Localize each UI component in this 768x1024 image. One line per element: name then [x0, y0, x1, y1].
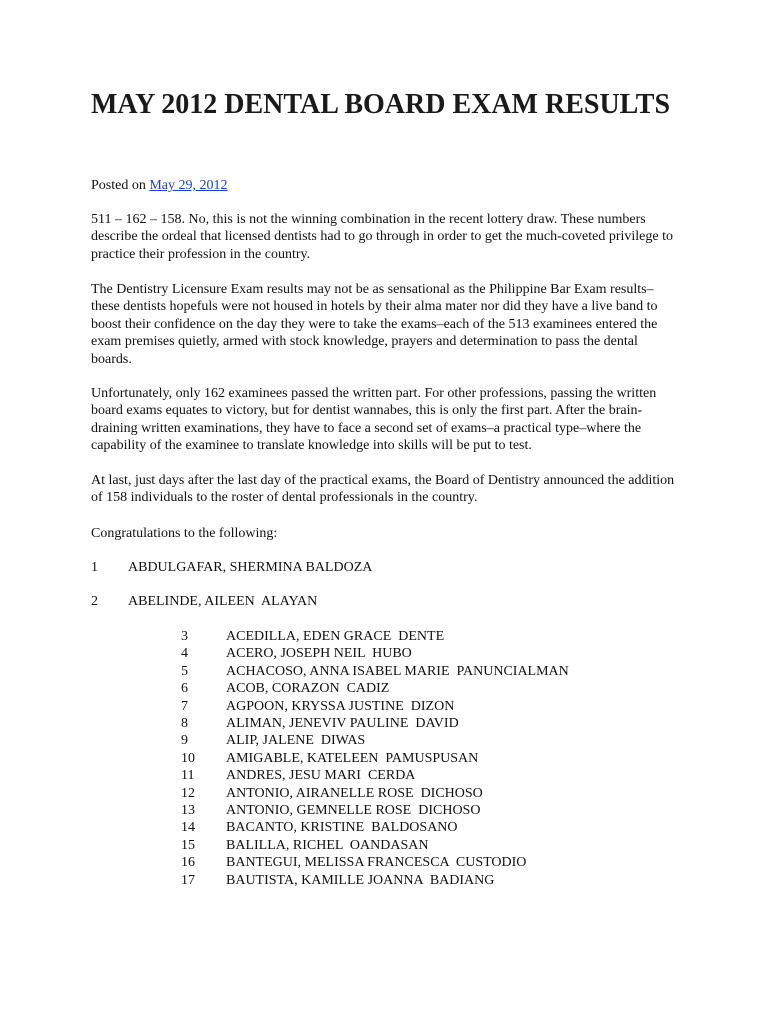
item-number: 3: [181, 629, 188, 644]
list-item: [181, 819, 569, 836]
list-item: [181, 802, 569, 819]
item-number: 9: [181, 733, 188, 749]
list-item: [181, 732, 569, 749]
paragraph-intro: 511 – 162 – 158. No, this is not the winning combination in the recent lottery draw. These numbers describe the ordeal that licensed dentists had to go through in order to get the much-coveted privilege to practice their profession in the country.: [91, 212, 673, 262]
paragraph-context: The Dentistry Licensure Exam results may not be as sensational as the Philippine Bar Exam results–these dentists hopefuls were not housed in hotels by their alma mater nor did they have a live band to boost their confidence on the day they were to take the exams–each of the 513 examinees entered the exam premises quietly, armed with stock knowledge, prayers and determination to pass the dental boards.: [91, 282, 658, 367]
item-number: 14: [181, 820, 195, 836]
item-name: BAUTISTA, KAMILLE JOANNA BADIANG: [226, 872, 495, 888]
list-item: [181, 628, 569, 645]
item-name: ALIMAN, JENEVIV PAULINE DAVID: [226, 716, 459, 732]
item-name: ACERO, JOSEPH NEIL HUBO: [226, 646, 412, 662]
paragraph-congratulations: Congratulations to the following:: [91, 526, 278, 541]
item-number: 12: [181, 785, 195, 801]
item-number: 16: [181, 855, 195, 871]
list-item: [181, 750, 569, 767]
list-item: [181, 698, 569, 715]
item-number: 13: [181, 803, 195, 819]
list-item: [181, 767, 569, 784]
item-number: 15: [181, 837, 195, 853]
item-number: 17: [181, 872, 195, 888]
item-number: 6: [181, 681, 188, 697]
posted-date-link[interactable]: May 29, 2012: [149, 178, 228, 193]
item-number: 5: [181, 663, 188, 679]
item-number: 11: [181, 768, 195, 784]
list-item: [181, 715, 569, 732]
list-item: [181, 785, 569, 802]
page-title: MAY 2012 DENTAL BOARD EXAM RESULTS: [91, 89, 671, 120]
item-name: BANTEGUI, MELISSA FRANCESCA CUSTODIO: [226, 855, 527, 871]
paragraph-announcement: At last, just days after the last day of the practical exams, the Board of Dentistry announced the addition of 158 individuals to the roster of dental professionals in the country.: [91, 473, 675, 506]
item-name: AGPOON, KRYSSA JUSTINE DIZON: [226, 698, 455, 714]
post-meta: [91, 177, 228, 195]
list-item: [181, 872, 569, 889]
list-item: [181, 645, 569, 662]
list-item: [181, 680, 569, 697]
paragraph-written-exam: Unfortunately, only 162 examinees passed the written part. For other professions, passing the written board exams equates to victory, but for dentist wannabes, this is only the first part. After the brain-draining written examinations, they have to face a second set of exams–a practical type–where the capability of the examinee to translate knowledge into skills will be put to test.: [91, 386, 657, 454]
list-item: [181, 663, 569, 680]
item-number: 2: [91, 594, 98, 610]
passers-list: [181, 628, 569, 889]
passers-list-top: [91, 559, 372, 611]
item-name: ACEDILLA, EDEN GRACE DENTE: [226, 629, 445, 644]
item-name: ACHACOSO, ANNA ISABEL MARIE PANUNCIALMAN: [226, 663, 569, 679]
item-name: BACANTO, KRISTINE BALDOSANO: [226, 820, 458, 836]
item-name: ANTONIO, AIRANELLE ROSE DICHOSO: [226, 785, 483, 801]
item-name: ABELINDE, AILEEN ALAYAN: [128, 594, 318, 610]
list-item: [91, 593, 372, 610]
list-item: [181, 837, 569, 854]
item-name: ANTONIO, GEMNELLE ROSE DICHOSO: [226, 803, 481, 819]
item-number: 7: [181, 698, 188, 714]
posted-label: Posted on: [91, 178, 146, 193]
item-name: AMIGABLE, KATELEEN PAMUSPUSAN: [226, 750, 479, 766]
list-item: [181, 854, 569, 871]
item-name: ANDRES, JESU MARI CERDA: [226, 768, 416, 784]
item-name: ABDULGAFAR, SHERMINA BALDOZA: [128, 560, 373, 575]
item-name: ALIP, JALENE DIWAS: [226, 733, 366, 749]
item-name: BALILLA, RICHEL OANDASAN: [226, 837, 429, 853]
item-name: ACOB, CORAZON CADIZ: [226, 681, 390, 697]
item-number: 1: [91, 560, 98, 575]
item-number: 8: [181, 716, 188, 732]
list-item: [91, 559, 372, 576]
item-number: 10: [181, 750, 195, 766]
item-number: 4: [181, 646, 188, 662]
